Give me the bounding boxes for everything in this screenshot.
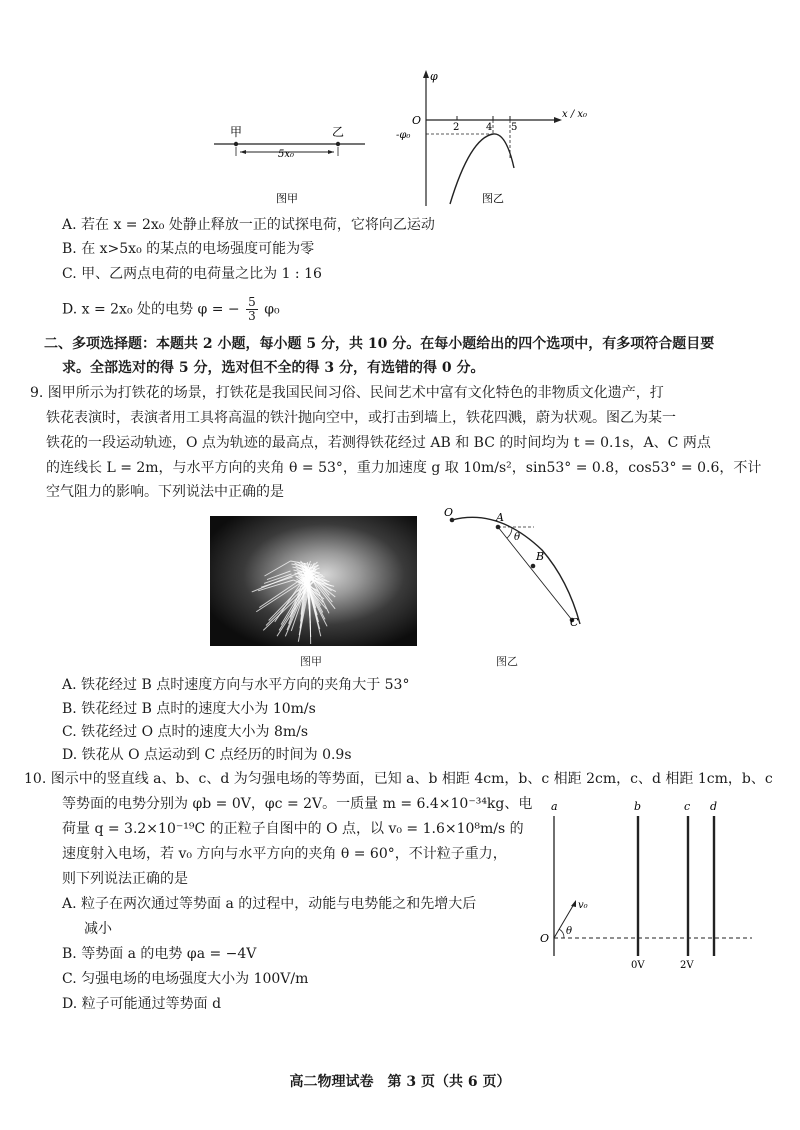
q10-option-a-line1: A. 粒子在两次通过等势面 a 的过程中，动能与电势能之和先增大后 [62, 896, 477, 912]
figure-top [200, 68, 600, 208]
q9-option-d: D. 铁花从 O 点运动到 C 点经历的时间为 0.9s [62, 747, 352, 763]
section-2-header-line1: 二、多项选择题：本题共 2 小题，每小题 5 分，共 10 分。在每小题给出的四个选项中，有多项符合题目要 [44, 336, 715, 352]
neg-phi0-label: -φ₀ [396, 130, 411, 141]
q8-option-d [62, 296, 280, 323]
plane-d-label: d [710, 800, 718, 813]
iron-flower-photo [210, 516, 417, 646]
tick-2: 2 [453, 122, 460, 133]
q9-option-b: B. 铁花经过 B 点时的速度大小为 10m/s [62, 701, 316, 717]
q9-caption-fig-jia: 图甲 [300, 655, 322, 668]
axis-x-label: x / x₀ [562, 109, 588, 120]
q10-field-figure [538, 796, 760, 976]
q9-trajectory-figure [438, 506, 598, 656]
point-o-label: O [540, 932, 550, 945]
section-2-header-line2: 求。全部选对的得 5 分，选对但不全的得 3 分，有选错的得 0 分。 [62, 360, 485, 376]
q10-stem-line3: 荷量 q = 3.2×10⁻¹⁹C 的正粒子自图中的 O 点，以 v₀ = 1.6×10⁸m/s 的 [62, 821, 524, 837]
q9-option-a: A. 铁花经过 B 点时速度方向与水平方向的夹角大于 53° [62, 677, 410, 693]
q8-option-d-fraction [246, 296, 258, 323]
label-distance: 5x₀ [278, 149, 295, 160]
point-b: B [536, 550, 545, 563]
plane-c-label: c [684, 800, 691, 813]
caption-fig-jia: 图甲 [276, 192, 298, 205]
axis-phi-label: φ [430, 70, 438, 83]
v0-label: v₀ [578, 900, 588, 911]
potential-2v-label: 2V [680, 960, 694, 971]
fraction-denominator: 3 [248, 309, 256, 323]
q10-option-d: D. 粒子可能通过等势面 d [62, 996, 222, 1012]
q10-stem-line1: 10. 图示中的竖直线 a、b、c、d 为匀强电场的等势面，已知 a、b 相距 4cm，b、c 相距 2cm，c、d 相距 1cm，b、c [24, 771, 773, 787]
page-footer: 高二物理试卷 第 3 页（共 6 页） [289, 1074, 511, 1090]
label-yi: 乙 [332, 125, 345, 139]
q10-stem-line2: 等势面的电势分别为 φb = 0V，φc = 2V。一质量 m = 6.4×10⁻³⁴kg、电 [62, 796, 533, 812]
fraction-numerator: 5 [248, 295, 256, 309]
q8-option-c: C. 甲、乙两点电荷的电荷量之比为 1 : 16 [62, 266, 322, 282]
point-o: O [444, 506, 454, 519]
theta-label: θ [566, 926, 573, 937]
q10-option-c: C. 匀强电场的电场强度大小为 100V/m [62, 971, 309, 987]
label-jia: 甲 [230, 125, 243, 139]
angle-theta: θ [514, 532, 521, 543]
tick-4: 4 [486, 122, 493, 133]
plane-b-label: b [634, 800, 642, 813]
q10-option-a-line2: 减小 [84, 921, 112, 937]
origin-label: O [412, 114, 422, 127]
tick-5: 5 [511, 122, 518, 133]
q9-stem-line4: 的连线长 L = 2m，与水平方向的夹角 θ = 53°，重力加速度 g 取 10m/s²，sin53° = 0.8，cos53° = 0.6，不计 [46, 460, 762, 476]
q8-option-d-prefix: D. x = 2x₀ 处的电势 φ = − [62, 301, 240, 318]
q9-stem-line2: 铁花表演时，表演者用工具将高温的铁汁抛向空中，或打击到墙上，铁花四溅，蔚为状观。图乙为某一 [46, 410, 676, 426]
q9-stem-line1: 9. 图甲所示为打铁花的场景，打铁花是我国民间习俗、民间艺术中富有文化特色的非物质文化遗产，打 [30, 385, 664, 401]
q10-option-b: B. 等势面 a 的电势 φa = −4V [62, 946, 257, 962]
point-c: C [570, 616, 579, 629]
q10-stem-line5: 则下列说法正确的是 [62, 871, 188, 887]
q9-stem-line5: 空气阻力的影响。下列说法中正确的是 [46, 484, 284, 500]
potential-0v-label: 0V [631, 960, 645, 971]
caption-fig-yi: 图乙 [482, 192, 504, 205]
plane-a-label: a [551, 800, 558, 813]
q9-stem-line3: 铁花的一段运动轨迹，O 点为轨迹的最高点，若测得铁花经过 AB 和 BC 的时间均为 t = 0.1s，A、C 两点 [46, 435, 711, 451]
q8-option-a: A. 若在 x = 2x₀ 处静止释放一正的试探电荷，它将向乙运动 [62, 217, 435, 233]
q8-option-d-suffix: φ₀ [264, 301, 280, 318]
q9-caption-fig-yi: 图乙 [496, 655, 518, 668]
point-a: A [496, 511, 504, 524]
q10-stem-line4: 速度射入电场，若 v₀ 方向与水平方向的夹角 θ = 60°，不计粒子重力， [62, 846, 507, 862]
q9-option-c: C. 铁花经过 O 点时的速度大小为 8m/s [62, 724, 309, 740]
q8-option-b: B. 在 x>5x₀ 的某点的电场强度可能为零 [62, 241, 315, 257]
